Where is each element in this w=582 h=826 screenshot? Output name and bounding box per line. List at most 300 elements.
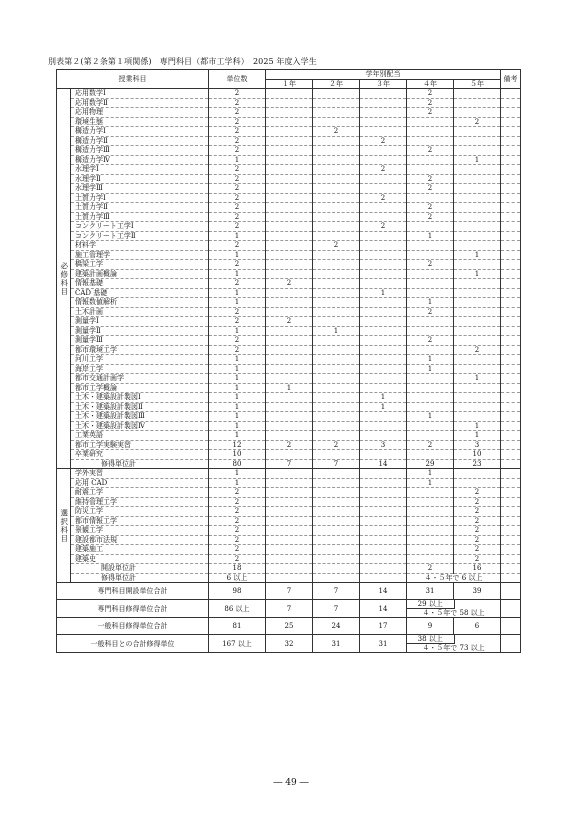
table-row xyxy=(57,488,521,498)
subject-name: 建築史 xyxy=(71,554,209,564)
year-cell xyxy=(360,345,407,355)
credit-cell: 1 xyxy=(209,383,266,393)
year-cell xyxy=(454,241,501,251)
credit-cell: 2 xyxy=(209,507,266,517)
year-cell xyxy=(407,535,454,545)
table-row xyxy=(57,89,521,99)
year-4-minimum: 38 以上 xyxy=(407,635,455,644)
credit-cell: 1 xyxy=(209,374,266,384)
year-cell: 1 xyxy=(454,269,501,279)
year-cell xyxy=(313,165,360,175)
year-cell xyxy=(360,478,407,488)
credit-cell: 2 xyxy=(209,193,266,203)
year-cell xyxy=(454,478,501,488)
year-cell xyxy=(266,412,313,422)
table-row xyxy=(57,545,521,555)
year-cell xyxy=(313,193,360,203)
remarks-cell xyxy=(501,516,521,526)
remarks-cell xyxy=(501,269,521,279)
credit-cell: 1 xyxy=(209,231,266,241)
year-cell xyxy=(313,469,360,479)
table-row xyxy=(57,516,521,526)
year-cell xyxy=(454,469,501,479)
credit-cell: 2 xyxy=(209,165,266,175)
header-year-1: １年 xyxy=(266,79,313,89)
subject-name: 土木・建築設計製図Ⅳ xyxy=(71,421,209,431)
year-cell: 2 xyxy=(454,554,501,564)
year-cell: 31 xyxy=(407,583,454,600)
subject-name: 構造力学Ⅱ xyxy=(71,136,209,146)
remarks-cell xyxy=(501,600,521,618)
year-cell: 2 xyxy=(407,212,454,222)
year-cell xyxy=(360,412,407,422)
year-cell xyxy=(266,184,313,194)
year-cell: 1 xyxy=(360,402,407,412)
remarks-cell xyxy=(501,459,521,469)
elective-earned-span: ４・５年で 6 以上 xyxy=(407,573,501,583)
year-cell: 1 xyxy=(407,298,454,308)
category-required: 必修科目 xyxy=(57,89,71,469)
year-cell xyxy=(407,431,454,441)
year-cell: 2 xyxy=(454,535,501,545)
subject-name: 環境生態 xyxy=(71,117,209,127)
year-cell: 32 xyxy=(266,635,313,653)
year-cell xyxy=(266,127,313,137)
split-cell xyxy=(407,600,501,618)
year-cell xyxy=(266,108,313,118)
year-cell: 2 xyxy=(454,497,501,507)
year-cell xyxy=(407,488,454,498)
credit-cell: 1 xyxy=(209,478,266,488)
year-cell xyxy=(266,222,313,232)
credit-cell: 2 xyxy=(209,117,266,127)
year-cell xyxy=(360,450,407,460)
remarks-cell xyxy=(501,497,521,507)
subject-name: 材料学 xyxy=(71,241,209,251)
year-cell xyxy=(407,554,454,564)
remarks-cell xyxy=(501,146,521,156)
years-4-5-minimum: ４・５年で 73 以上 xyxy=(422,644,485,652)
year-cell xyxy=(266,117,313,127)
year-cell xyxy=(407,450,454,460)
year-cell: 2 xyxy=(407,307,454,317)
year-cell xyxy=(360,573,407,583)
year-cell: 1 xyxy=(407,355,454,365)
year-cell xyxy=(407,402,454,412)
year-cell xyxy=(360,241,407,251)
credit-cell: 1 xyxy=(209,393,266,403)
year-cell: 1 xyxy=(407,231,454,241)
year-cell xyxy=(313,564,360,574)
credit-cell: 1 xyxy=(209,364,266,374)
table-row xyxy=(57,288,521,298)
table-body xyxy=(57,89,521,653)
remarks-cell xyxy=(501,184,521,194)
header-year-4: ４年 xyxy=(407,79,454,89)
table-row xyxy=(57,412,521,422)
year-cell: 7 xyxy=(266,600,313,618)
year-cell xyxy=(454,402,501,412)
year-cell xyxy=(266,545,313,555)
credit-cell: 2 xyxy=(209,241,266,251)
year-cell xyxy=(313,98,360,108)
year-cell xyxy=(360,488,407,498)
year-cell xyxy=(360,326,407,336)
credit-cell: 2 xyxy=(209,108,266,118)
remarks-cell xyxy=(501,488,521,498)
year-cell xyxy=(313,516,360,526)
credit-cell: 1 xyxy=(209,155,266,165)
year-cell xyxy=(266,564,313,574)
year-cell xyxy=(454,288,501,298)
table-row xyxy=(57,307,521,317)
year-cell xyxy=(360,364,407,374)
subject-name: 景観工学 xyxy=(71,526,209,536)
year-cell xyxy=(313,212,360,222)
table-row xyxy=(57,98,521,108)
year-cell xyxy=(454,326,501,336)
table-row xyxy=(57,298,521,308)
header-subject: 授業科目 xyxy=(57,70,209,89)
year-cell xyxy=(454,231,501,241)
credit-cell: 2 xyxy=(209,336,266,346)
split-cell xyxy=(407,635,501,653)
year-cell xyxy=(454,336,501,346)
remarks-cell xyxy=(501,583,521,600)
year-cell xyxy=(266,393,313,403)
subject-name: 構造力学Ⅲ xyxy=(71,146,209,156)
year-cell: 2 xyxy=(360,193,407,203)
table-row xyxy=(57,554,521,564)
remarks-cell xyxy=(501,440,521,450)
year-cell xyxy=(313,554,360,564)
year-cell xyxy=(360,203,407,213)
year-cell xyxy=(360,98,407,108)
year-cell xyxy=(266,98,313,108)
remarks-cell xyxy=(501,317,521,327)
table-row xyxy=(57,117,521,127)
subject-name: 耐震工学 xyxy=(71,488,209,498)
year-cell: 1 xyxy=(407,478,454,488)
year-cell xyxy=(266,307,313,317)
year-cell xyxy=(454,222,501,232)
total-label: 一般科目修得単位合計 xyxy=(57,618,209,635)
table-row xyxy=(57,374,521,384)
year-cell: 2 xyxy=(407,260,454,270)
credit-cell: 1 xyxy=(209,326,266,336)
header-year-2: ２年 xyxy=(313,79,360,89)
remarks-cell xyxy=(501,165,521,175)
header-remarks: 備考 xyxy=(501,70,521,89)
year-cell xyxy=(313,298,360,308)
table-row xyxy=(57,421,521,431)
table-row xyxy=(57,600,521,618)
year-cell xyxy=(360,298,407,308)
year-cell: 24 xyxy=(313,618,360,635)
table-row xyxy=(57,383,521,393)
year-cell xyxy=(266,364,313,374)
year-cell xyxy=(407,117,454,127)
table-row xyxy=(57,355,521,365)
table-row xyxy=(57,203,521,213)
year-cell xyxy=(313,288,360,298)
year-cell xyxy=(407,345,454,355)
year-cell xyxy=(266,241,313,251)
year-cell xyxy=(360,212,407,222)
elective-offered-label: 開設単位計 xyxy=(71,564,209,574)
year-cell xyxy=(313,231,360,241)
year-cell xyxy=(313,317,360,327)
year-cell: 7 xyxy=(266,583,313,600)
year-cell: 2 xyxy=(313,241,360,251)
subject-name: 水理学Ⅲ xyxy=(71,184,209,194)
year-cell: 25 xyxy=(266,618,313,635)
year-cell xyxy=(266,174,313,184)
year-cell xyxy=(360,174,407,184)
year-cell: 2 xyxy=(266,440,313,450)
table-row xyxy=(57,279,521,289)
year-cell xyxy=(313,345,360,355)
table-caption: 別表第２(第２条第１項関係) 専門科目（都市工学科） 2025 年度入学生 xyxy=(48,57,317,66)
year-cell xyxy=(313,478,360,488)
year-4-minimum: 29 以上 xyxy=(407,600,455,609)
year-cell: 14 xyxy=(360,600,407,618)
subject-name: 水理学Ⅱ xyxy=(71,174,209,184)
subject-name: 土木・建築設計製図Ⅲ xyxy=(71,412,209,422)
year-cell xyxy=(266,155,313,165)
year-cell xyxy=(313,250,360,260)
header-credits: 単位数 xyxy=(209,70,266,89)
year-cell xyxy=(266,231,313,241)
year-cell xyxy=(313,136,360,146)
year-cell xyxy=(407,222,454,232)
remarks-cell xyxy=(501,355,521,365)
remarks-cell xyxy=(501,241,521,251)
year-cell xyxy=(360,564,407,574)
year-cell xyxy=(407,165,454,175)
subject-name: 建設都市法規 xyxy=(71,535,209,545)
year-cell xyxy=(266,526,313,536)
year-cell xyxy=(313,174,360,184)
total-credits: 86 以上 xyxy=(209,600,266,618)
subject-name: 建築施工 xyxy=(71,545,209,555)
remarks-cell xyxy=(501,279,521,289)
subject-name: 都市環境工学 xyxy=(71,345,209,355)
year-cell xyxy=(360,545,407,555)
table-row xyxy=(57,469,521,479)
subject-name: 建築計画概論 xyxy=(71,269,209,279)
year-cell xyxy=(360,146,407,156)
year-cell xyxy=(360,89,407,99)
credit-cell: 2 xyxy=(209,203,266,213)
year-cell xyxy=(266,507,313,517)
credit-cell: 2 xyxy=(209,98,266,108)
year-cell: 2 xyxy=(407,564,454,574)
year-cell: 7 xyxy=(313,583,360,600)
year-cell xyxy=(360,497,407,507)
remarks-cell xyxy=(501,326,521,336)
year-cell xyxy=(266,573,313,583)
total-credits: 167 以上 xyxy=(209,635,266,653)
year-cell xyxy=(313,393,360,403)
subject-name: 情報基礎 xyxy=(71,279,209,289)
year-cell: 1 xyxy=(360,288,407,298)
subject-name: 橋梁工学 xyxy=(71,260,209,270)
required-subtotal-credits: 80 xyxy=(209,459,266,469)
year-cell: 2 xyxy=(407,336,454,346)
remarks-cell xyxy=(501,393,521,403)
table-row xyxy=(57,478,521,488)
credit-cell: 1 xyxy=(209,412,266,422)
table-row xyxy=(57,573,521,583)
table-row xyxy=(57,174,521,184)
credit-cell: 2 xyxy=(209,526,266,536)
table-row xyxy=(57,345,521,355)
year-cell: 2 xyxy=(360,222,407,232)
remarks-cell xyxy=(501,402,521,412)
credit-cell: 1 xyxy=(209,421,266,431)
subject-name: 測量学Ⅰ xyxy=(71,317,209,327)
credit-cell: 2 xyxy=(209,535,266,545)
year-cell: 1 xyxy=(407,364,454,374)
subject-name: 土木・建築設計製図Ⅱ xyxy=(71,402,209,412)
table-row xyxy=(57,136,521,146)
year-cell xyxy=(407,374,454,384)
remarks-cell xyxy=(501,307,521,317)
subject-name: 防災工学 xyxy=(71,507,209,517)
year-cell: 2 xyxy=(454,526,501,536)
remarks-cell xyxy=(501,250,521,260)
year-cell xyxy=(407,421,454,431)
remarks-cell xyxy=(501,193,521,203)
credit-cell: 2 xyxy=(209,307,266,317)
year-cell xyxy=(313,545,360,555)
year-cell xyxy=(454,317,501,327)
year-cell xyxy=(313,526,360,536)
year-cell xyxy=(454,89,501,99)
year-cell xyxy=(360,535,407,545)
year-cell: 3 xyxy=(360,440,407,450)
year-cell xyxy=(313,146,360,156)
credit-cell: 2 xyxy=(209,212,266,222)
year-cell xyxy=(360,279,407,289)
credit-cell: 2 xyxy=(209,345,266,355)
year-cell xyxy=(313,89,360,99)
year-cell xyxy=(266,269,313,279)
table-row xyxy=(57,618,521,635)
year-cell xyxy=(266,516,313,526)
year-cell xyxy=(360,260,407,270)
remarks-cell xyxy=(501,336,521,346)
year-cell: 16 xyxy=(454,564,501,574)
year-cell xyxy=(407,383,454,393)
year-cell xyxy=(266,260,313,270)
credit-cell: 12 xyxy=(209,440,266,450)
year-cell: 2 xyxy=(407,89,454,99)
remarks-cell xyxy=(501,469,521,479)
year-cell: 1 xyxy=(454,374,501,384)
year-cell xyxy=(407,326,454,336)
table-row xyxy=(57,450,521,460)
table-row xyxy=(57,535,521,545)
total-credits: 98 xyxy=(209,583,266,600)
year-cell xyxy=(266,298,313,308)
subject-name: 土質力学Ⅱ xyxy=(71,203,209,213)
remarks-cell xyxy=(501,450,521,460)
year-cell xyxy=(454,279,501,289)
year-cell xyxy=(454,127,501,137)
remarks-cell xyxy=(501,564,521,574)
year-cell xyxy=(266,212,313,222)
credit-cell: 1 xyxy=(209,469,266,479)
year-cell xyxy=(407,136,454,146)
year-cell xyxy=(266,288,313,298)
year-cell xyxy=(313,383,360,393)
year-cell xyxy=(266,326,313,336)
table-row xyxy=(57,635,521,653)
remarks-cell xyxy=(501,174,521,184)
table-row xyxy=(57,317,521,327)
subject-name: 卒業研究 xyxy=(71,450,209,460)
year-cell xyxy=(266,488,313,498)
year-cell xyxy=(313,336,360,346)
year-cell: 1 xyxy=(313,326,360,336)
year-cell xyxy=(360,526,407,536)
credit-cell: 1 xyxy=(209,250,266,260)
year-cell xyxy=(266,355,313,365)
credit-cell: 2 xyxy=(209,136,266,146)
year-cell xyxy=(266,431,313,441)
year-cell xyxy=(313,497,360,507)
year-cell xyxy=(407,497,454,507)
year-cell: 17 xyxy=(360,618,407,635)
year-cell xyxy=(313,222,360,232)
year-cell xyxy=(266,497,313,507)
year-cell xyxy=(454,412,501,422)
year-cell xyxy=(407,241,454,251)
subject-name: 応用数学Ⅰ xyxy=(71,89,209,99)
year-cell xyxy=(313,260,360,270)
year-cell xyxy=(266,165,313,175)
year-cell xyxy=(454,98,501,108)
year-cell: 7 xyxy=(313,459,360,469)
remarks-cell xyxy=(501,545,521,555)
year-cell xyxy=(407,279,454,289)
table-row xyxy=(57,440,521,450)
year-cell xyxy=(360,421,407,431)
year-cell xyxy=(360,355,407,365)
credit-cell: 2 xyxy=(209,488,266,498)
remarks-cell xyxy=(501,108,521,118)
remarks-cell xyxy=(501,383,521,393)
table-row xyxy=(57,108,521,118)
year-cell: 2 xyxy=(454,516,501,526)
year-cell: 29 xyxy=(407,459,454,469)
year-cell xyxy=(360,127,407,137)
table-row xyxy=(57,497,521,507)
year-cell: 9 xyxy=(407,618,454,635)
year-cell: 2 xyxy=(407,440,454,450)
subject-name: 工業英語 xyxy=(71,431,209,441)
table-row xyxy=(57,222,521,232)
year-cell xyxy=(454,393,501,403)
year-cell xyxy=(266,374,313,384)
subject-name: 土木計画 xyxy=(71,307,209,317)
year-cell xyxy=(360,469,407,479)
table-row xyxy=(57,431,521,441)
table-row xyxy=(57,564,521,574)
credit-cell: 1 xyxy=(209,288,266,298)
